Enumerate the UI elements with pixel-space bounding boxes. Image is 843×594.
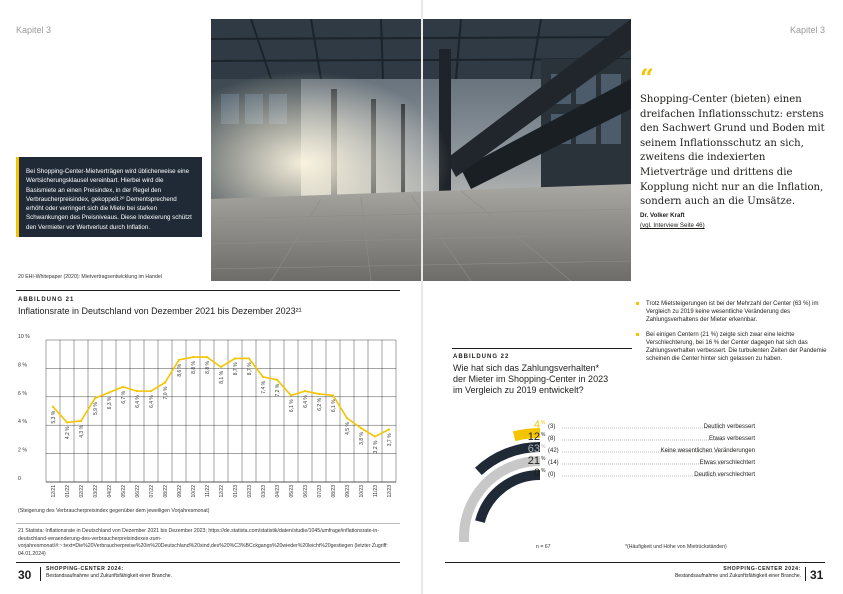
figure-22-title-line: im Vergleich zu 2019 entwickelt? (453, 385, 584, 395)
data-point (122, 386, 124, 388)
x-tick-label: 12/23 (387, 485, 393, 498)
data-value-label: 6,4 % (149, 395, 155, 408)
radial-category-label: Deutlich verschlechtert (694, 472, 755, 478)
x-tick-label: 07/22 (149, 485, 155, 498)
figure-22-rule (452, 348, 632, 349)
x-tick-label: 08/22 (163, 485, 169, 498)
x-tick-label: 03/22 (93, 485, 99, 498)
payment-behaviour-chart (445, 412, 765, 542)
footer-rule-left (16, 562, 400, 563)
figure-22-title-line: Wie hat sich das Zahlungsverhalten* (453, 363, 600, 373)
data-value-label: 6,1 % (289, 399, 295, 413)
data-value-label: 7,2 % (275, 383, 281, 397)
data-value-label: 8,8 % (205, 361, 211, 374)
data-point (388, 428, 390, 430)
figure-22-title-line: der Mieter im Shopping-Center in 2023 (453, 374, 609, 384)
x-tick-label: 11/23 (373, 485, 379, 498)
y-tick-label: 2 % (18, 447, 27, 454)
inflation-chart (16, 330, 400, 500)
chart-caption: (Steigerung des Verbraucherpreisindex gegenüber dem jeweiligen Vorjahresmonat) (18, 508, 210, 514)
data-point (164, 382, 166, 384)
data-value-label: 6,3 % (107, 396, 113, 410)
bullet-item: Bei einigen Centern (21 %) zeigte sich zwar eine leichte Verschlechterung, bei 16 % der Center dagegen hat sich das Zahlungsverhalten verbessert. Die turbulenten Zeiten der Pandemie scheinen die Center hinter sich gelassen zu haben. (636, 331, 832, 364)
data-point (192, 356, 194, 358)
data-point (206, 356, 208, 358)
data-point (220, 366, 222, 368)
x-tick-label: 01/22 (65, 485, 71, 498)
radial-count: (3) (548, 424, 556, 430)
data-value-label: 7,4 % (261, 380, 267, 394)
chapter-label-right: Kapitel 3 (790, 25, 826, 35)
radial-count: (0) (548, 472, 556, 478)
radial-pct-value: 63 (527, 443, 540, 455)
data-value-label: 3,7 % (387, 433, 393, 447)
radial-pct-value: 4 (533, 419, 540, 431)
x-tick-label: 05/22 (121, 485, 127, 498)
footnote-20: 20 EHI-Whitepaper (2020): Mietvertragsentwicklung im Handel (18, 274, 162, 280)
y-tick-label: 8 % (18, 362, 27, 369)
data-point (150, 390, 152, 392)
radial-category-label: Etwas verbessert (708, 436, 755, 442)
figure-21-rule (16, 290, 400, 291)
data-value-label: 8,8 % (191, 361, 197, 374)
data-value-label: 5,3 % (51, 410, 57, 424)
footer-divider-left (40, 567, 41, 581)
data-point (80, 420, 82, 422)
data-point (94, 397, 96, 399)
radial-category-label: Keine wesentlichen Veränderungen (660, 448, 755, 454)
data-value-label: 3,8 % (359, 432, 365, 445)
quote-mark: “ (640, 63, 654, 92)
figure-21-title: Inflationsrate in Deutschland von Dezember 2021 bis Dezember 2023²¹ (18, 306, 302, 316)
data-point (290, 394, 292, 396)
data-point (374, 435, 376, 437)
x-tick-label: 02/22 (79, 485, 85, 498)
data-point (248, 357, 250, 359)
data-value-label: 8,7 % (233, 362, 239, 376)
data-value-label: 5,9 % (93, 402, 99, 416)
radial-pct-value: 21 (527, 455, 540, 467)
data-value-label: 7,0 % (163, 386, 169, 400)
info-box (16, 157, 202, 237)
radial-category-label: Deutlich verbessert (703, 424, 755, 430)
footer-sub-right: Bestandsaufnahme und Zukunftsfähigkeit einer Branche. (675, 573, 801, 579)
chart-note: *(Häufigkeit und Höhe von Mietrückständen) (625, 544, 727, 550)
x-tick-label: 04/23 (275, 485, 281, 498)
y-tick-label: 0 (18, 476, 21, 482)
radial-count: (42) (548, 448, 559, 454)
data-point (360, 427, 362, 429)
inflation-line-chart-svg (16, 330, 400, 500)
footer-sub-left: Bestandsaufnahme und Zukunftsfähigkeit einer Branche. (46, 573, 172, 579)
figure-22-label: ABBILDUNG 22 (453, 354, 510, 360)
x-tick-label: 12/22 (219, 485, 225, 498)
data-value-label: 4,3 % (79, 424, 85, 438)
chapter-label-left: Kapitel 3 (16, 25, 52, 35)
radial-pct-value: 0 (533, 467, 540, 479)
data-value-label: 4,2 % (65, 426, 71, 440)
data-point (346, 417, 348, 419)
data-point (136, 390, 138, 392)
radial-pct-sign: % (541, 468, 546, 474)
radial-pct-sign: % (541, 432, 546, 438)
key-findings (636, 300, 832, 369)
data-point (332, 394, 334, 396)
x-tick-label: 04/22 (107, 485, 113, 498)
footer-title-right: SHOPPING-CENTER 2024: (723, 566, 801, 572)
figure-22-title (453, 363, 608, 396)
data-point (178, 359, 180, 361)
x-tick-label: 06/22 (135, 485, 141, 498)
radial-pct-sign: % (541, 456, 546, 462)
data-point (52, 406, 54, 408)
footnote-rule (16, 523, 400, 524)
y-tick-label: 10 % (18, 334, 30, 340)
page-number-left: 30 (18, 568, 32, 582)
radial-count: (8) (548, 436, 556, 442)
data-point (66, 421, 68, 423)
info-box-text: Bei Shopping-Center-Mietverträgen wird üblicherweise eine Wertsicherungsklausel vereinbart. Hierbei wird die Basismiete an einen Preisindex, in der Regel den Verbraucherpreisindex, gekoppelt.²⁰ Dementsprechend erhöht oder verringert sich die Miete bei starken Schwankungen des Preisniveaus. Diese Indexierung schützt den Vermieter vor Wertverlust durch Inflation. (26, 168, 192, 231)
x-tick-label: 11/22 (205, 485, 211, 498)
data-value-label: 6,4 % (303, 395, 309, 408)
pull-quote: Shopping-Center (bieten) einen dreifachen Inflationsschutz: erstens den Sachwert Grund und Boden mit seinem Inflationsschutz an sich, zweitens die indexierten Mietverträge und drittens die Kopplung nicht nur an die Inflation, sondern auch an die Umsätze. (640, 94, 825, 208)
radial-pct-sign: % (541, 444, 546, 450)
footnote-21: 21 Statista: Inflationsrate in Deutschland von Dezember 2021 bis Dezember 2023; https://de.statista.com/statistik/daten/studie/1045/umfrage/inflationsrate-in-deutschland-veraenderung-des-verbraucherpreisindexes-zum-vorjahresmonat/#:~:text=Die%20Verbraucherpreise%20in%20Deutschland%20sind,des%20%C3%BCckgangs%20wieder%20leicht%20gestiegen (letzter Zugriff: 04.01.2024) (18, 528, 388, 557)
x-tick-label: 10/23 (359, 485, 365, 498)
data-value-label: 8,6 % (177, 363, 183, 377)
x-tick-label: 09/23 (345, 485, 351, 498)
data-point (304, 390, 306, 392)
y-tick-label: 4 % (18, 419, 27, 426)
bullet-item: Trotz Mietsteigerungen ist bei der Mehrzahl der Center (63 %) im Vergleich zu 2019 keine wesentliche Veränderung des Zahlungsverhaltens der Mieter erkennbar. (636, 300, 832, 325)
x-tick-label: 07/23 (317, 485, 323, 498)
x-tick-label: 01/23 (233, 485, 239, 498)
sample-size: n = 67 (536, 544, 551, 550)
x-tick-label: 05/23 (289, 485, 295, 498)
data-value-label: 8,1 % (219, 370, 225, 384)
data-point (276, 379, 278, 381)
x-tick-label: 06/23 (303, 485, 309, 498)
y-tick-label: 6 % (18, 390, 27, 397)
radial-pct-sign: % (541, 420, 546, 426)
radial-pct-value: 12 (527, 431, 540, 443)
x-tick-label: 10/22 (191, 485, 197, 498)
data-value-label: 6,1 % (331, 399, 337, 413)
data-point (234, 357, 236, 359)
data-point (262, 376, 264, 378)
data-point (108, 391, 110, 393)
page-fold (421, 0, 423, 594)
footer-divider-right (805, 567, 806, 581)
x-tick-label: 09/22 (177, 485, 183, 498)
figure-21-label: ABBILDUNG 21 (18, 297, 75, 303)
footer-rule-right (445, 562, 825, 563)
data-value-label: 8,7 % (247, 362, 253, 376)
x-tick-label: 08/23 (331, 485, 337, 498)
x-tick-label: 03/23 (261, 485, 267, 498)
radial-category-label: Etwas verschlechtert (699, 460, 755, 466)
data-value-label: 3,2 % (373, 440, 379, 454)
data-point (318, 393, 320, 395)
data-value-label: 6,2 % (317, 397, 323, 411)
page-number-right: 31 (810, 568, 824, 582)
radial-bar-chart-svg (445, 412, 765, 542)
radial-count: (14) (548, 460, 559, 466)
x-tick-label: 02/23 (247, 485, 253, 498)
quote-author: Dr. Volker Kraft (640, 212, 685, 219)
data-value-label: 6,4 % (135, 395, 141, 408)
quote-reference-link[interactable]: (vgl. Interview Seite 46) (640, 222, 705, 229)
data-value-label: 6,7 % (121, 390, 127, 404)
data-value-label: 4,5 % (345, 422, 351, 435)
footer-title-left: SHOPPING-CENTER 2024: (46, 566, 124, 572)
x-tick-label: 12/21 (51, 485, 57, 498)
